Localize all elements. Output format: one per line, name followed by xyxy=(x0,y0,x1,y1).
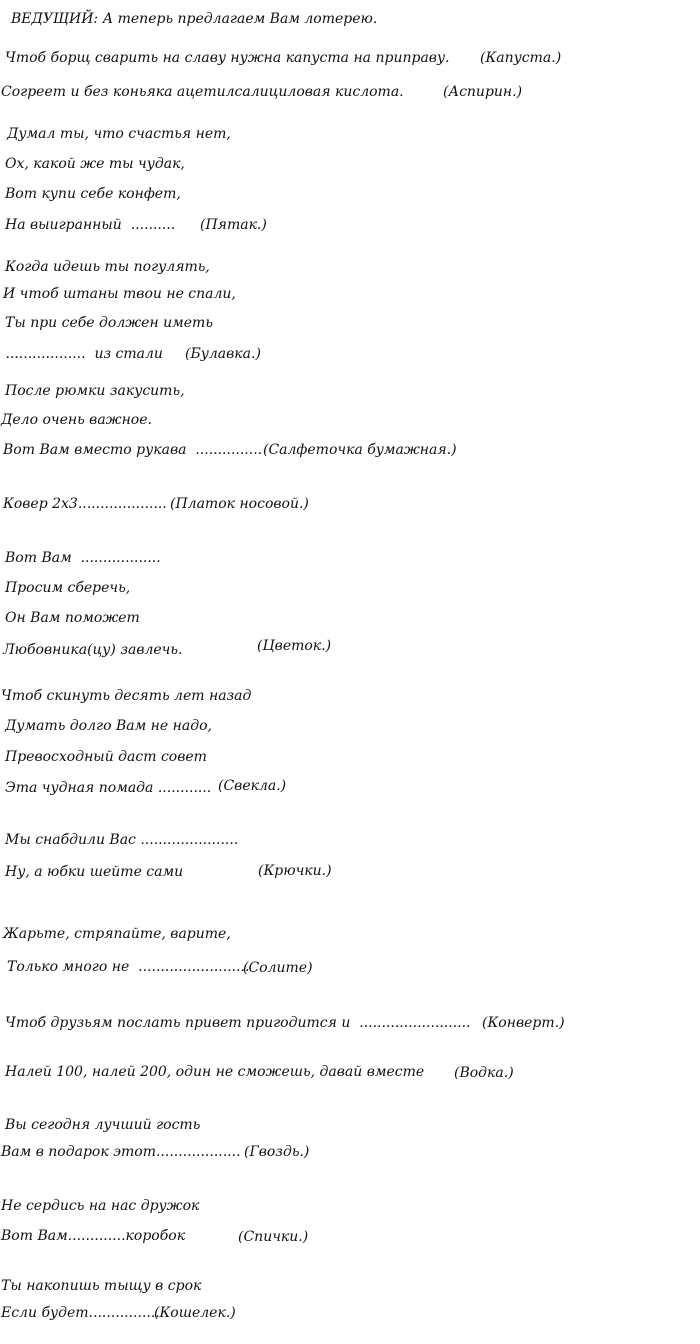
answer: (Платок носовой.) xyxy=(170,496,309,512)
answer: (Капуста.) xyxy=(480,50,562,66)
answer: (Крючки.) xyxy=(258,863,332,879)
verse-line: Эта чудная помада ............ xyxy=(5,780,212,796)
verse-line: Любовника(цу) завлечь. xyxy=(3,642,183,658)
answer: (Цветок.) xyxy=(257,638,332,654)
verse-line: Вот Вам вместо рукава ............... xyxy=(3,442,263,458)
verse-line: Ты при себе должен иметь xyxy=(5,315,213,331)
verse-line: Только много не ......................... xyxy=(7,959,250,975)
verse-line: Ох, какой же ты чудак, xyxy=(5,156,185,172)
verse-line: Вам в подарок этот................... xyxy=(1,1144,241,1160)
verse-line: .................. из стали xyxy=(1,346,163,362)
verse-line: Вот Вам .................. xyxy=(5,550,161,566)
verse-line: Мы снабдили Вас ...................... xyxy=(5,832,239,848)
answer: (Аспирин.) xyxy=(443,84,523,100)
verse-line: Ты накопишь тыщу в срок xyxy=(1,1278,202,1294)
answer: (Свекла.) xyxy=(218,778,287,794)
verse-line: Вы сегодня лучший гость xyxy=(5,1117,201,1133)
verse-line: После рюмки закусить, xyxy=(5,383,185,399)
verse-line: Дело очень важное. xyxy=(1,412,152,428)
verse-line: Думал ты, что счастья нет, xyxy=(7,126,231,142)
verse-line: Ну, а юбки шейте сами xyxy=(5,864,184,880)
verse-line: Чтоб друзьям послать привет пригодится и ......................... xyxy=(5,1015,471,1031)
verse-line: Он Вам поможет xyxy=(5,610,140,626)
answer: (Кошелек.) xyxy=(154,1305,236,1321)
answer: (Гвоздь.) xyxy=(244,1144,310,1160)
header-line: ВЕДУЩИЙ: А теперь предлагаем Вам лотерею. xyxy=(11,11,378,27)
verse-line: Не сердись на нас дружок xyxy=(1,1198,200,1214)
verse-line: Чтоб скинуть десять лет назад xyxy=(1,688,252,704)
answer: (Солите) xyxy=(243,960,313,976)
verse-line: Когда идешь ты погулять, xyxy=(5,259,210,275)
answer: (Конверт.) xyxy=(482,1015,565,1031)
verse-line: Вот Вам.............коробок xyxy=(1,1228,186,1244)
answer: (Спички.) xyxy=(238,1229,309,1245)
verse-line: Просим сберечь, xyxy=(5,580,131,596)
verse-line: Налей 100, налей 200, один не сможешь, давай вместе xyxy=(5,1064,425,1080)
answer: (Пятак.) xyxy=(200,217,267,233)
verse-line: Если будет................ xyxy=(1,1305,160,1321)
verse-line: Думать долго Вам не надо, xyxy=(5,718,212,734)
verse-line: Превосходный даст совет xyxy=(5,749,207,765)
verse-line: И чтоб штаны твои не спали, xyxy=(3,286,236,302)
answer: (Водка.) xyxy=(454,1065,514,1081)
answer: (Салфеточка бумажная.) xyxy=(263,442,457,458)
verse-line: На выигранный .......... xyxy=(5,217,176,233)
answer: (Булавка.) xyxy=(185,346,261,362)
verse-line: Жарьте, стряпайте, варите, xyxy=(3,926,231,942)
verse-line: Согреет и без коньяка ацетилсалициловая кислота. xyxy=(1,84,404,100)
verse-line: Ковер 2х3.................... xyxy=(3,496,167,512)
verse-line: Вот купи себе конфет, xyxy=(5,186,181,202)
verse-line: Чтоб борщ сварить на славу нужна капуста на приправу. xyxy=(5,50,450,66)
